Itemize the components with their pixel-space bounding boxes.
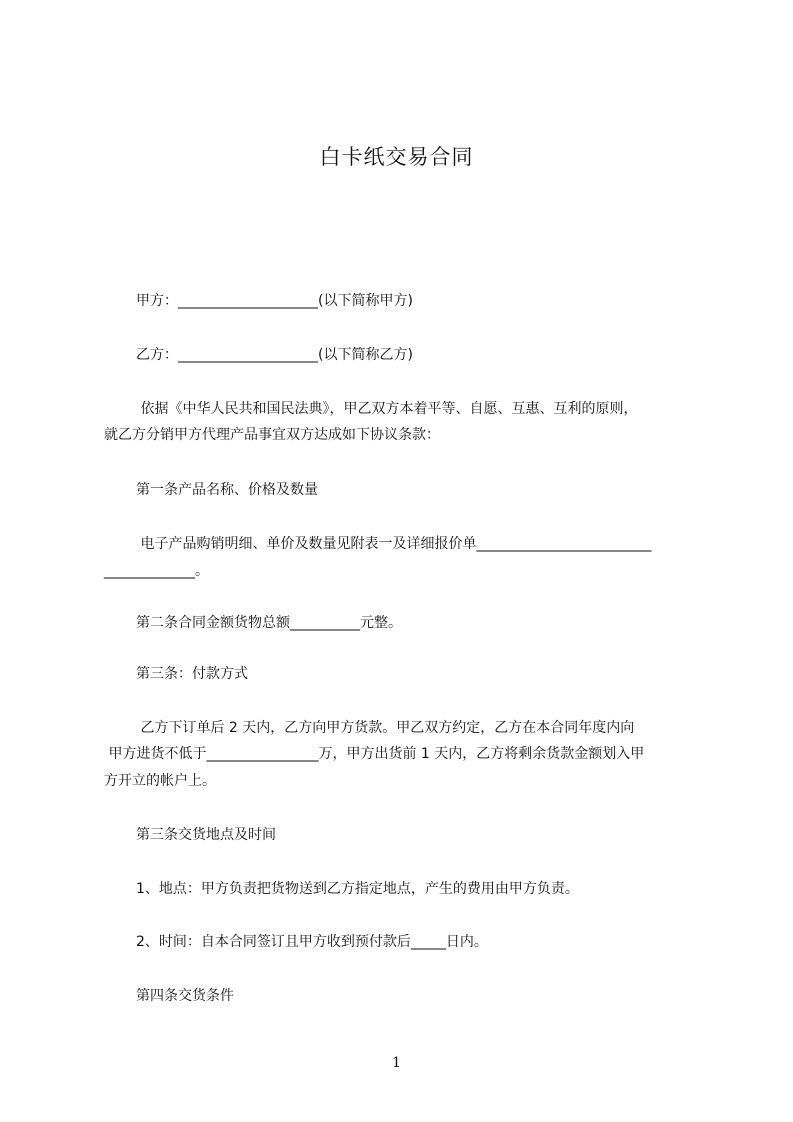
article-3-line-1: 乙方下订单后 2 天内，乙方向甲方货款。甲乙双方约定，乙方在本合同年度内向 [136, 720, 635, 736]
intro-paragraph-line-2: 就乙方分销甲方代理产品事宜双方达成如下协议条款： [104, 427, 440, 443]
article-3-line-2: 甲方进货不低于________________万，甲方出货前 1 天内，乙方将剩余货款金额划入甲 [104, 746, 645, 762]
party-a-line: 甲方：____________________(以下简称甲方) [136, 293, 413, 309]
article-1-heading: 第一条产品名称、价格及数量 [136, 482, 318, 498]
delivery-time-line: 2、时间：自本合同签订且甲方收到预付款后_____日内。 [136, 934, 488, 950]
article-3-heading: 第三条：付款方式 [136, 666, 248, 682]
article-3-line-3: 方开立的帐户上。 [104, 773, 216, 789]
party-b-line: 乙方：____________________(以下简称乙方) [136, 347, 413, 363]
article-2-line: 第二条合同金额货物总额__________元整。 [136, 615, 402, 631]
article-4-heading: 第四条交货条件 [136, 988, 234, 1004]
article-1-line-2: _____________。 [104, 563, 209, 579]
delivery-place-line: 1、地点：甲方负责把货物送到乙方指定地点，产生的费用由甲方负责。 [136, 881, 579, 897]
page-number: 1 [392, 1055, 401, 1071]
article-3b-heading: 第三条交货地点及时间 [136, 827, 276, 843]
document-title: 白卡纸交易合同 [319, 145, 474, 169]
intro-paragraph-line-1: 依据《中华人民共和国民法典》，甲乙双方本着平等、自愿、互惠、互利的原则， [136, 401, 638, 417]
article-1-line-1: 电子产品购销明细、单价及数量见附表一及详细报价单_________________________ [136, 536, 652, 552]
